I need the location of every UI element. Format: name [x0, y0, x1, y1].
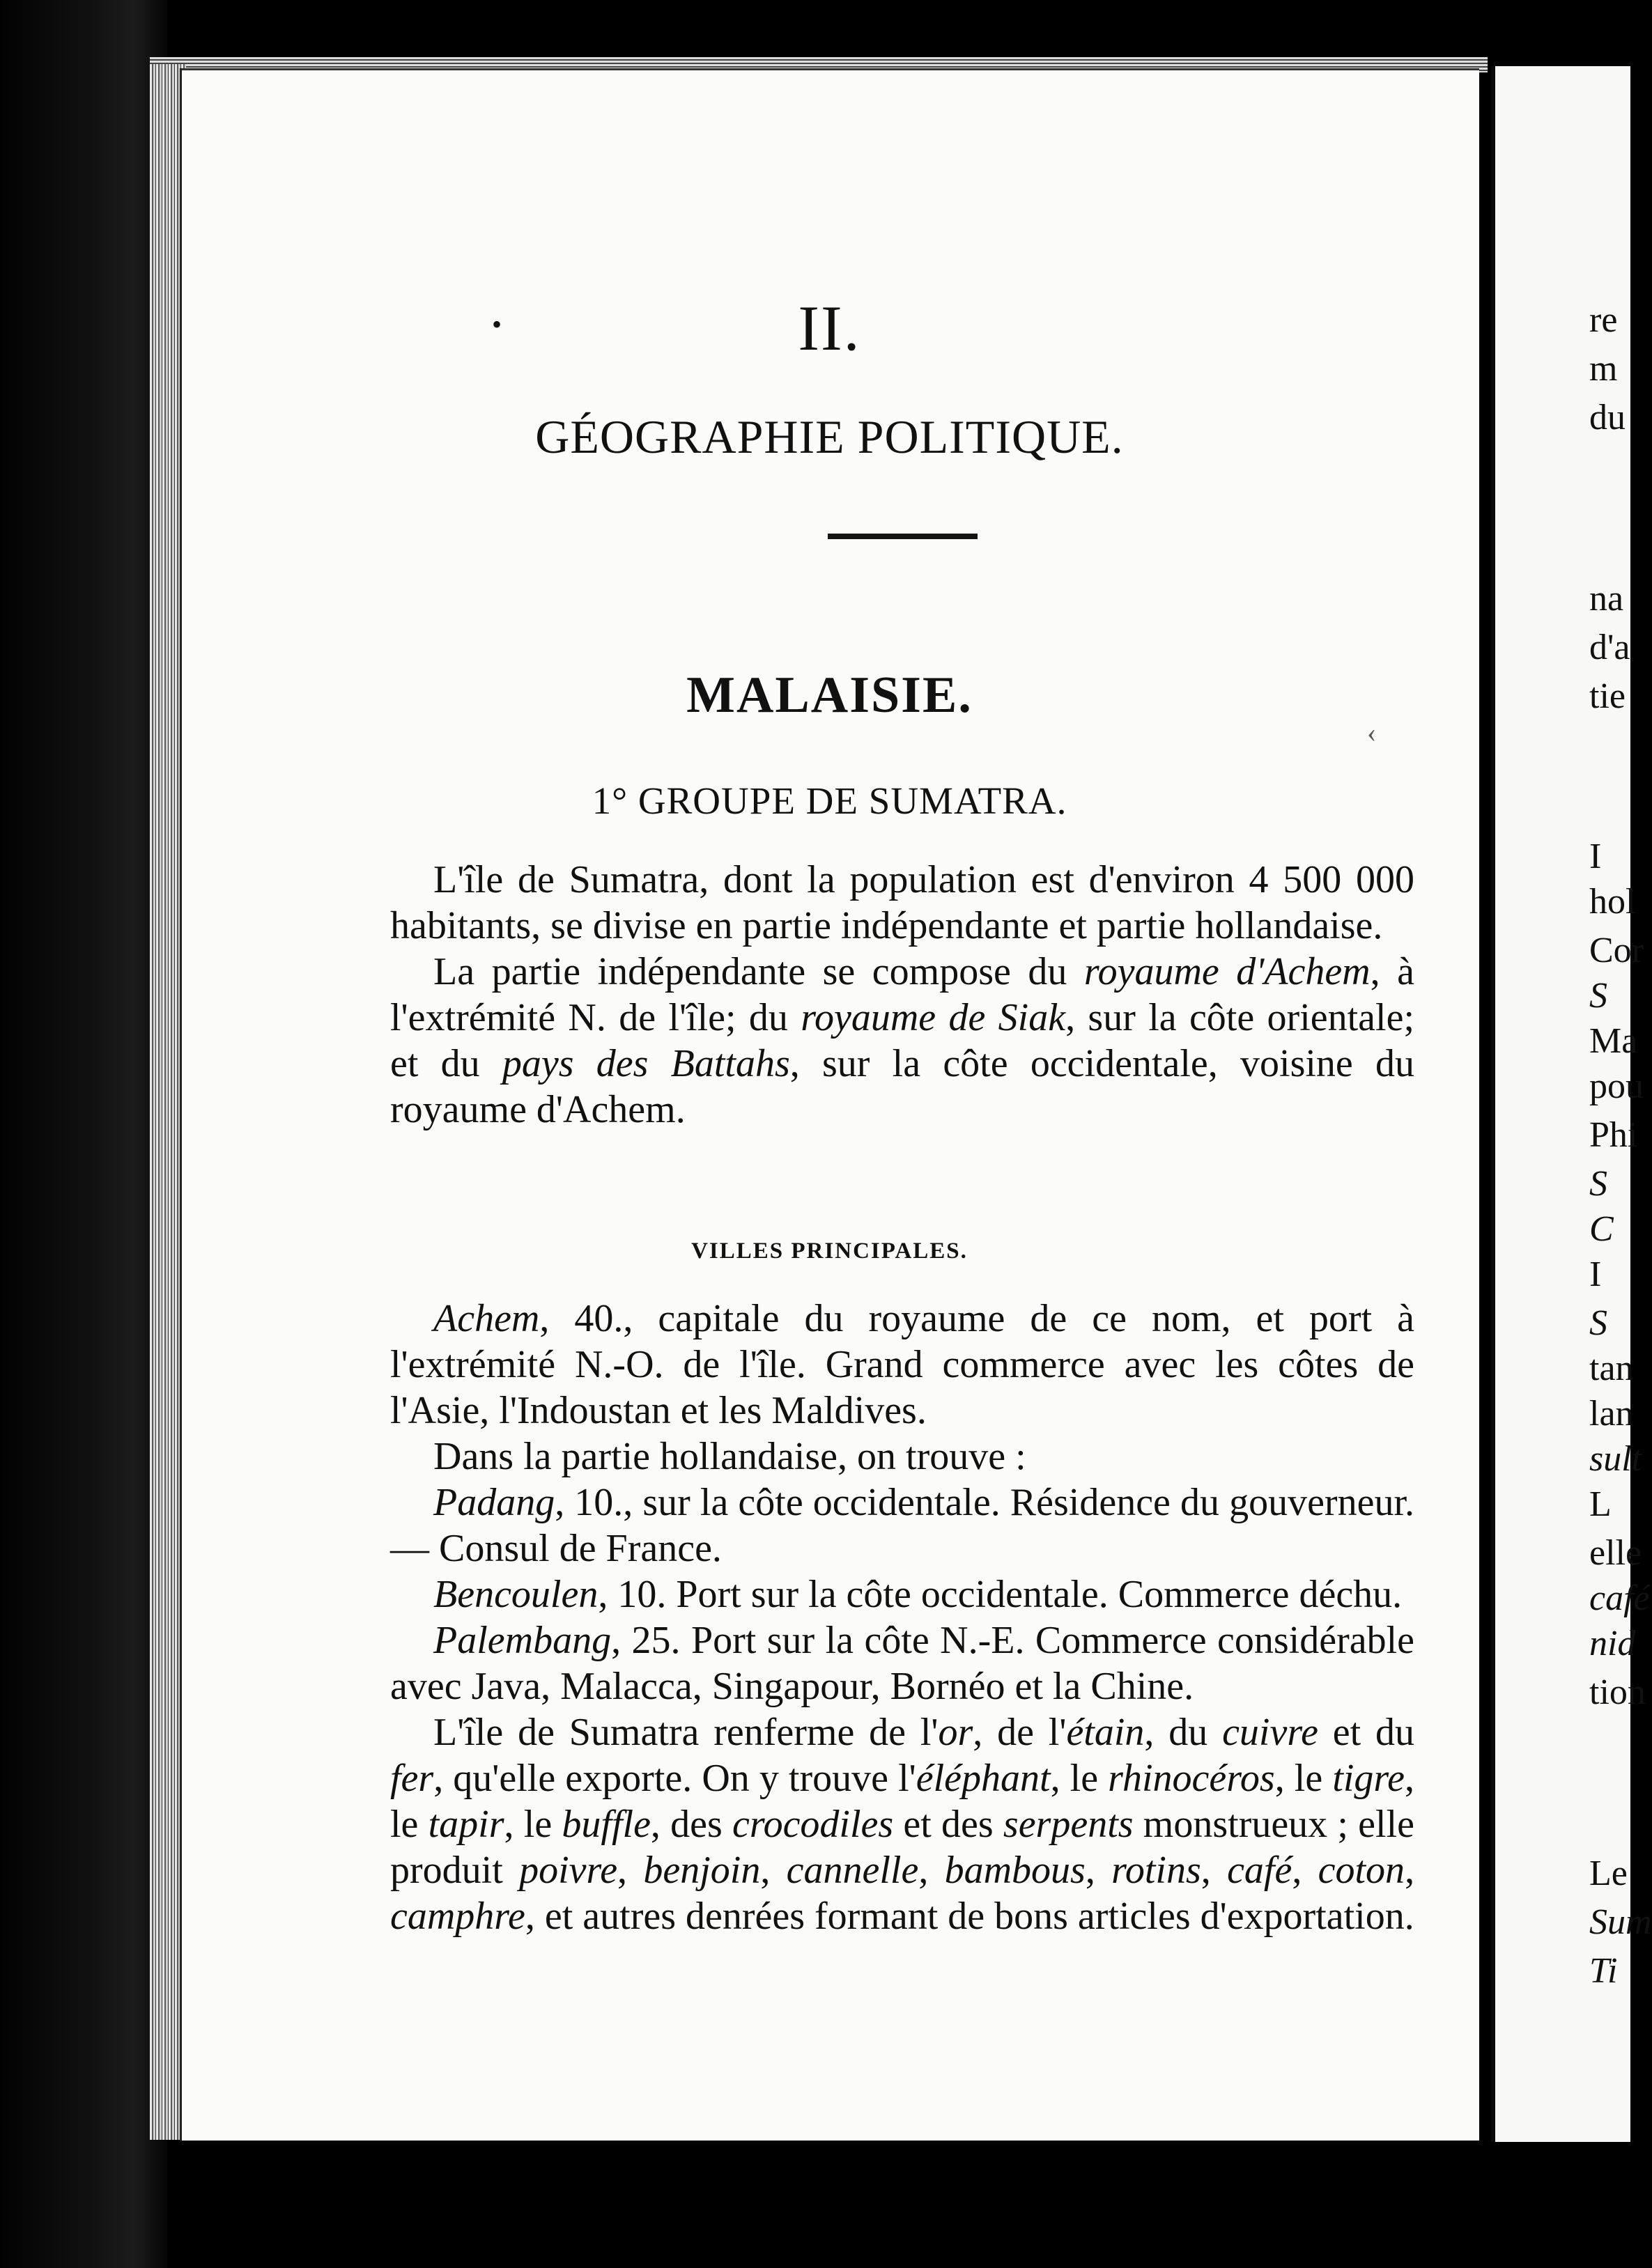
text-run: Dans la partie hollandaise, on trouve :: [433, 1435, 1026, 1478]
text-run: , le: [504, 1803, 562, 1846]
italic-run: cuivre: [1222, 1711, 1318, 1754]
italic-run: royaume de Siak: [801, 996, 1066, 1039]
paragraph: [390, 1709, 1414, 1939]
text-run: et du: [1318, 1711, 1414, 1754]
facing-page-fragment: tie: [1589, 676, 1626, 716]
text-run: La partie indépendante se compose du: [433, 950, 1084, 993]
text-run: ,: [1085, 1849, 1112, 1892]
paragraph: [390, 1617, 1414, 1709]
italic-run: pays des Battahs: [502, 1042, 790, 1085]
printer-mark: •: [492, 309, 502, 340]
text-run: , sur la côte orientale; et du: [390, 996, 1414, 1085]
facing-page-fragment: elle: [1589, 1533, 1642, 1573]
italic-run: éléphant: [916, 1757, 1051, 1800]
italic-run: crocodiles: [732, 1803, 894, 1846]
facing-page-fragment: S: [1589, 1303, 1607, 1343]
italic-run: buffle: [562, 1803, 651, 1846]
facing-page-fragment: m: [1589, 349, 1618, 389]
facing-page-fragment: Ti: [1589, 1951, 1618, 1991]
italic-run: or: [938, 1711, 973, 1754]
italic-run: Padang: [433, 1481, 555, 1524]
text-run: , et autres denrées formant de bons articles d'exportation.: [525, 1895, 1414, 1938]
text-run: , de l': [973, 1711, 1067, 1754]
text-run: , 25. Port sur la côte N.-E. Commerce considérable avec Java, Malacca, Singapour, Bornéo et la Chine.: [390, 1619, 1414, 1708]
italic-run: benjoin: [643, 1849, 761, 1892]
text-run: ,: [1201, 1849, 1228, 1892]
paragraph: [390, 1434, 1414, 1479]
italic-run: bambous: [944, 1849, 1086, 1892]
text-run: , à l'extrémité N. de l'île; du: [390, 950, 1415, 1039]
book-binding: [0, 0, 167, 2268]
subheading: VILLES PRINCIPALES.: [691, 1238, 968, 1264]
facing-page-fragment: nid: [1589, 1624, 1636, 1663]
chapter-title: GÉOGRAPHIE POLITIQUE.: [535, 410, 1124, 463]
facing-page-fragment: tion: [1589, 1672, 1646, 1712]
facing-page-fragment: Phi: [1589, 1115, 1638, 1155]
intro-text: [390, 857, 1414, 1133]
facing-page-fragment: sult: [1589, 1439, 1642, 1479]
paragraph: [390, 949, 1414, 1133]
facing-page: [1491, 66, 1652, 2142]
italic-run: tapir: [428, 1803, 504, 1846]
facing-page-fragment: re: [1589, 300, 1618, 340]
italic-run: Bencoulen: [433, 1573, 599, 1616]
paragraph: [390, 1571, 1414, 1617]
text-run: , des: [650, 1803, 732, 1846]
italic-run: tigre: [1332, 1757, 1405, 1800]
italic-run: royaume d'Achem: [1083, 950, 1371, 993]
text-run: et des: [893, 1803, 1003, 1846]
facing-page-fragment: S: [1589, 1164, 1607, 1204]
italic-run: rotins: [1111, 1849, 1201, 1892]
text-run: monstrueux ; elle produit: [390, 1803, 1414, 1892]
italic-run: coton: [1318, 1849, 1405, 1892]
stray-mark: ‹: [1367, 717, 1377, 748]
italic-run: rhinocéros: [1108, 1757, 1275, 1800]
facing-page-fragment: Le: [1589, 1854, 1628, 1893]
italic-run: camphre: [390, 1895, 525, 1938]
italic-run: café: [1227, 1849, 1292, 1892]
facing-page-fragment: Cor: [1589, 931, 1644, 970]
text-run: ,: [760, 1849, 787, 1892]
text-run: , qu'elle exporte. On y trouve l': [433, 1757, 916, 1800]
text-run: , le: [1274, 1757, 1333, 1800]
facing-page-fragment: I: [1589, 837, 1602, 876]
facing-page-fragment: Ma: [1589, 1021, 1638, 1061]
cities-text: [390, 1296, 1414, 1939]
section-title: MALAISIE.: [686, 667, 973, 724]
text-run: , le: [1050, 1757, 1109, 1800]
facing-page-fragment: na: [1589, 579, 1624, 619]
text-run: ,: [617, 1849, 644, 1892]
chapter-numeral: II.: [798, 293, 861, 364]
text-run: , 10., sur la côte occidentale. Résidence du gouverneur. — Consul de France.: [390, 1481, 1414, 1570]
text-run: ,: [1405, 1849, 1415, 1892]
left-page: [180, 68, 1479, 2141]
facing-page-fragment: L: [1589, 1484, 1612, 1524]
text-run: ,: [918, 1849, 945, 1892]
italic-run: Palembang: [433, 1619, 612, 1662]
facing-page-fragment: lan: [1589, 1394, 1634, 1434]
facing-page-fragment: Sum: [1589, 1902, 1652, 1942]
facing-page-fragment: café: [1589, 1578, 1650, 1618]
group-title: 1° GROUPE DE SUMATRA.: [592, 779, 1067, 822]
italic-run: Achem: [433, 1297, 540, 1340]
facing-page-fragment: C: [1589, 1209, 1614, 1249]
text-run: L'île de Sumatra, dont la population est d'environ 4 500 000 habitants, se divise en partie indépendante et partie hollandaise.: [390, 858, 1414, 947]
italic-run: fer: [390, 1757, 434, 1800]
facing-page-fragment: du: [1589, 398, 1626, 437]
facing-page-fragment: I: [1589, 1255, 1602, 1294]
paragraph: [390, 1296, 1414, 1434]
paragraph: [390, 1479, 1414, 1571]
italic-run: serpents: [1003, 1803, 1134, 1846]
paragraph: [390, 857, 1414, 949]
text-run: , 40., capitale du royaume de ce nom, et port à l'extrémité N.-O. de l'île. Grand commerce avec les côtes de l'Asie, l'Indoustan et les Maldives.: [390, 1297, 1414, 1432]
text-run: ,: [1292, 1849, 1318, 1892]
facing-page-fragment: tan: [1589, 1349, 1634, 1388]
facing-page-fragment: hol: [1589, 882, 1636, 922]
italic-run: poivre: [519, 1849, 618, 1892]
facing-page-fragment: S: [1589, 976, 1607, 1016]
text-run: , le: [390, 1757, 1414, 1846]
text-run: L'île de Sumatra renferme de l': [433, 1711, 939, 1754]
text-run: , sur la côte occidentale, voisine du royaume d'Achem.: [390, 1042, 1415, 1131]
text-run: , 10. Port sur la côte occidentale. Commerce déchu.: [598, 1573, 1403, 1616]
title-rule: [828, 534, 978, 539]
facing-page-fragment: d'a: [1589, 628, 1630, 667]
italic-run: étain: [1066, 1711, 1145, 1754]
italic-run: cannelle: [786, 1849, 919, 1892]
text-run: , du: [1144, 1711, 1223, 1754]
facing-page-fragment: pou: [1589, 1066, 1644, 1106]
